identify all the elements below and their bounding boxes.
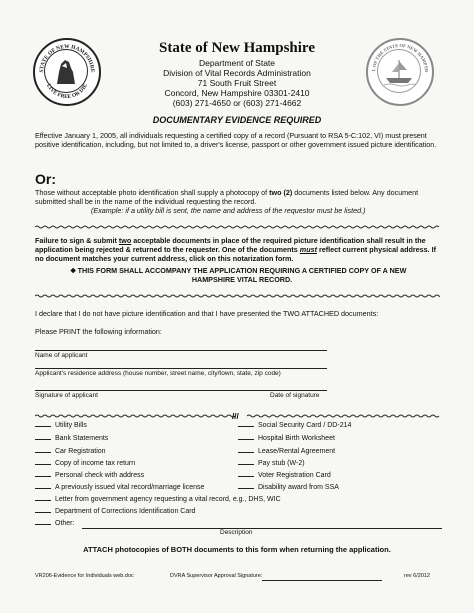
checkbox-blank[interactable] [238, 452, 254, 453]
checkbox-blank[interactable] [35, 512, 51, 513]
checklist-item[interactable]: Pay stub (W-2) [238, 460, 305, 467]
checklist-item[interactable]: Lease/Rental Agreement [238, 448, 335, 455]
street-address: 71 South Fruit Street [197, 78, 277, 88]
applicant-address-label: Applicant's residence address (house number, street name, city/town, state, zip code) [35, 370, 281, 377]
wavy-divider [35, 225, 440, 229]
checkbox-blank[interactable] [35, 488, 51, 489]
attach-note: ATTACH photocopies of BOTH documents to this form when returning the application. [83, 545, 391, 554]
applicant-address-field[interactable] [35, 368, 327, 369]
state-seal-right [366, 38, 434, 106]
approval-signature-field[interactable] [262, 580, 382, 581]
checkbox-blank[interactable] [35, 524, 51, 525]
checkbox-blank[interactable] [238, 476, 254, 477]
svg-text:///: /// [232, 412, 239, 420]
form-id: VR206-Evidence for Individuals web.doc [35, 573, 134, 579]
checkbox-blank[interactable] [35, 452, 51, 453]
warning-paragraph: Failure to sign & submit two acceptable documents in place of the required picture identification shall result in the application being rejected & returned to the requester. One of the documents must reflect current physical address. If no document matches your current address, click on this notarization form. [35, 236, 437, 263]
other-description-field[interactable] [82, 528, 442, 529]
print-instruction: Please PRINT the following information: [35, 327, 162, 336]
checkbox-blank[interactable] [35, 476, 51, 477]
checklist-item[interactable]: A previously issued vital record/marriage license [35, 484, 204, 491]
city-address: Concord, New Hampshire 03301-2410 [164, 88, 310, 98]
checkbox-blank[interactable] [35, 439, 51, 440]
agency-address [130, 58, 344, 108]
applicant-name-label: Name of applicant [35, 352, 88, 359]
checkbox-blank[interactable] [238, 426, 254, 427]
checkbox-blank[interactable] [35, 500, 51, 501]
checklist-item[interactable]: Hospital Birth Worksheet [238, 435, 335, 442]
checklist-item[interactable]: Car Registration [35, 448, 106, 455]
description-label: Description [220, 529, 253, 536]
checklist-item[interactable]: Utility Bills [35, 422, 87, 429]
intro-paragraph: Effective January 1, 2005, all individuals requesting a certified copy of a record (Pursuant to RSA 5-C:102, VI) must present positive identification, including, but not limited to, a driver's license, passport or other government issued picture identification. [35, 131, 437, 149]
department-name: Department of State [198, 58, 276, 68]
signature-label: Signature of applicant [35, 392, 98, 399]
seal-left-lettering [35, 40, 99, 104]
checkbox-blank[interactable] [238, 439, 254, 440]
checklist-item-other[interactable]: Other: [35, 520, 74, 527]
or-heading: Or: [35, 171, 56, 187]
checkbox-blank[interactable] [238, 488, 254, 489]
checklist-item[interactable]: Copy of income tax return [35, 460, 135, 467]
checklist-item[interactable]: Department of Corrections Identification Card [35, 508, 195, 515]
document-title: DOCUMENTARY EVIDENCE REQUIRED [152, 115, 322, 125]
applicant-signature-field[interactable] [35, 390, 327, 391]
revision-date: rev 6/2012 [404, 573, 430, 579]
checkbox-blank[interactable] [35, 464, 51, 465]
checkbox-blank[interactable] [35, 426, 51, 427]
checkbox-blank[interactable] [238, 464, 254, 465]
seal-right-lettering [368, 40, 432, 104]
checklist-item[interactable]: Voter Registration Card [238, 472, 331, 479]
state-seal-left [33, 38, 101, 106]
example-note: (Example: if a utility bill is sent, the name and address of the requestor must be listed.) [91, 206, 366, 215]
checklist-item[interactable]: Disability award from SSA [238, 484, 339, 491]
svg-text:LIVE FREE OR DIE: LIVE FREE OR DIE [45, 83, 89, 101]
checklist-item[interactable]: Social Security Card / DD-214 [238, 422, 351, 429]
section-divider [35, 407, 440, 420]
phone-numbers: (603) 271-4650 or (603) 271-4662 [172, 98, 302, 108]
checklist-item[interactable]: Personal check with address [35, 472, 144, 479]
svg-text:SEAL OF THE STATE OF NEW HAMPS: L OF THE STATE OF NEW HAMPSH [370, 42, 430, 73]
page-title: State of New Hampshire [159, 40, 315, 56]
date-label: Date of signature [270, 392, 320, 399]
svg-text:STATE OF NEW HAMPSHIRE: STATE OF NEW HAMPSHIRE [38, 43, 96, 73]
declaration-text: I declare that I do not have picture identification and that I have presented the TWO ATTACHED documents: [35, 309, 379, 318]
checklist-item[interactable]: Bank Statements [35, 435, 108, 442]
approval-label: DVRA Supervisor Approval Signature: [170, 573, 263, 579]
alternative-paragraph: Those without acceptable photo identification shall supply a photocopy of two (2) documents listed below. Any document submitted shall be in the name of the individual requesting the record. (Example: if a utility bill is sent, the name and address of the requestor must be listed.) [35, 188, 445, 215]
applicant-name-field[interactable] [35, 350, 327, 351]
notice-paragraph: ❖ THIS FORM SHALL ACCOMPANY THE APPLICATION REQUIRING A CERTIFIED COPY OF A NEW HAMPSHIRE VITAL RECORD. [70, 266, 407, 284]
checklist-item[interactable]: Letter from government agency requesting a vital record, e.g., DHS, WIC [35, 496, 281, 503]
wavy-divider [35, 294, 440, 298]
division-name: Division of Vital Records Administration [163, 68, 311, 78]
diamond-bullet-icon: ❖ [70, 266, 77, 275]
